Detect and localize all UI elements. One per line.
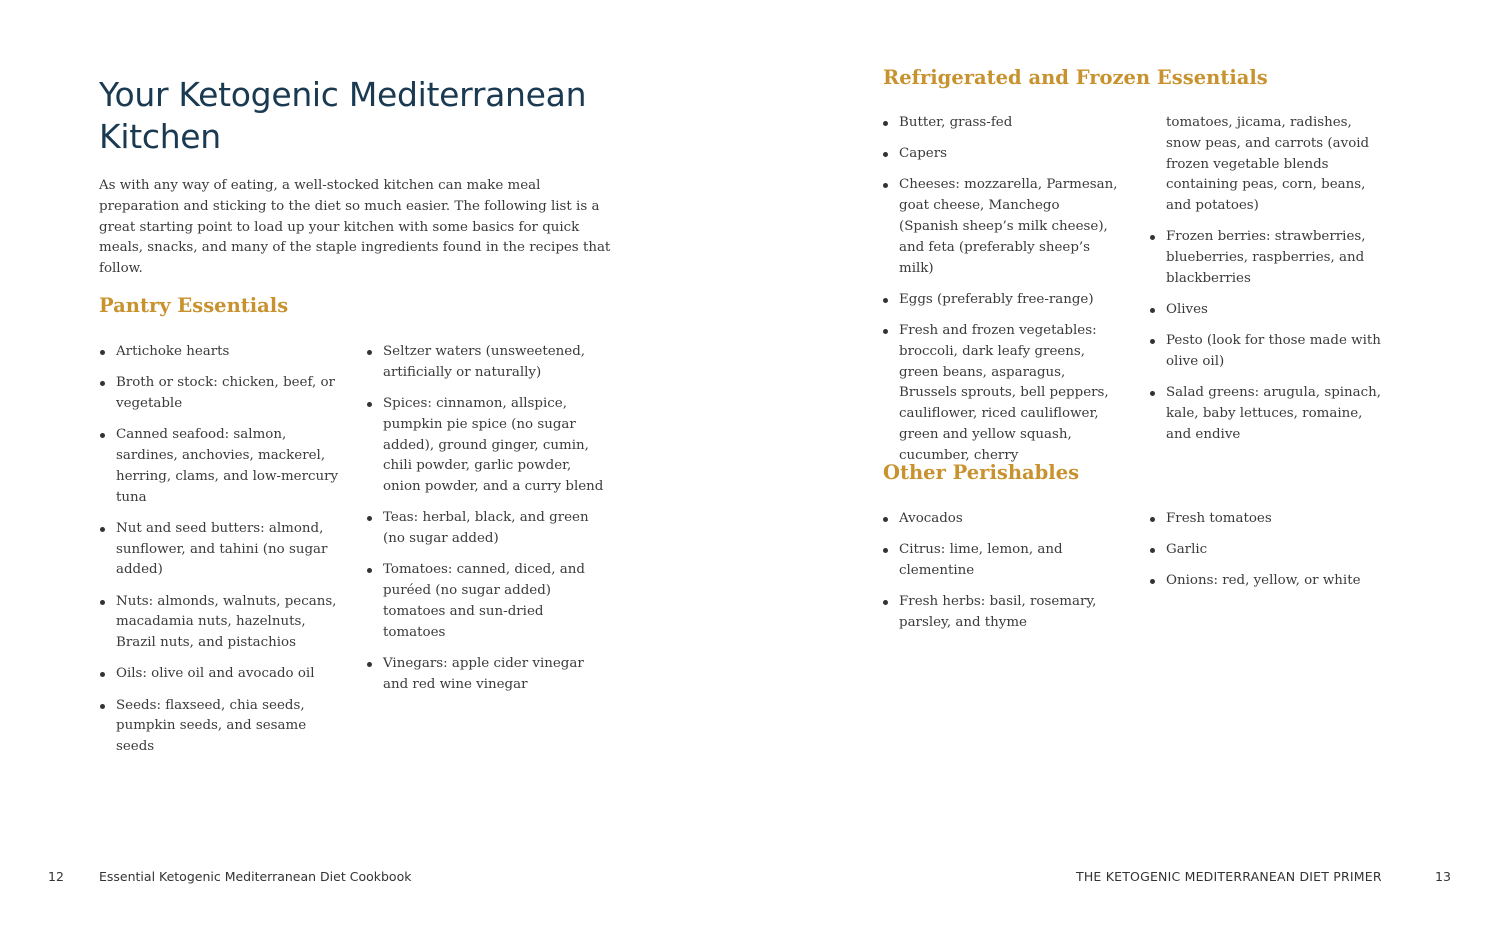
list-item: Canned seafood: salmon, sardines, anchovies, mackerel, herring, clams, and low-mercury tuna <box>99 425 339 508</box>
list-item: Artichoke hearts <box>99 342 339 363</box>
left-running-footer: Essential Ketogenic Mediterranean Diet Cookbook <box>99 869 412 884</box>
refrigerated-heading: Refrigerated and Frozen Essentials <box>883 66 1268 89</box>
list-item: Broth or stock: chicken, beef, or vegetable <box>99 373 339 415</box>
list-item: Cheeses: mozzarella, Parmesan, goat cheese, Manchego (Spanish sheep’s milk cheese), and feta (preferably sheep’s milk) <box>882 175 1122 279</box>
perishables-heading: Other Perishables <box>883 461 1080 484</box>
list-item: Seltzer waters (unsweetened, artificially or naturally) <box>366 342 606 384</box>
list-item: Capers <box>882 144 1122 165</box>
perishables-list-col2 <box>1149 509 1389 603</box>
refrigerated-list-col2 <box>1149 113 1389 456</box>
list-item: Frozen berries: strawberries, blueberries, raspberries, and blackberries <box>1149 227 1389 289</box>
list-item: Pesto (look for those made with olive oil) <box>1149 331 1389 373</box>
list-item: Citrus: lime, lemon, and clementine <box>882 540 1122 582</box>
list-item: Tomatoes: canned, diced, and puréed (no sugar added) tomatoes and sun-dried tomatoes <box>366 560 606 643</box>
intro-paragraph: As with any way of eating, a well-stocked kitchen can make meal preparation and sticking to the diet so much easier. The following list is a great starting point to load up your kitchen with some basics for quick meals, snacks, and many of the staple ingredients found in the recipes that follow. <box>99 178 611 277</box>
list-item: Oils: olive oil and avocado oil <box>99 664 339 685</box>
perishables-list-col1 <box>882 509 1122 644</box>
pantry-list-col2 <box>366 342 606 706</box>
list-item-continuation: tomatoes, jicama, radishes, snow peas, and carrots (avoid frozen vegetable blends containing peas, corn, beans, and potatoes) <box>1166 115 1370 214</box>
list-item: Olives <box>1149 300 1389 321</box>
right-running-footer: THE KETOGENIC MEDITERRANEAN DIET PRIMER <box>1076 869 1382 884</box>
pantry-list-col1 <box>99 342 339 768</box>
list-item: Fresh herbs: basil, rosemary, parsley, and thyme <box>882 592 1122 634</box>
list-item: Fresh and frozen vegetables: broccoli, dark leafy greens, green beans, asparagus, Brussels sprouts, bell peppers, cauliflower, riced cauliflower, green and yellow squash, cucumber, cherry <box>882 321 1122 467</box>
list-item: Nuts: almonds, walnuts, pecans, macadamia nuts, hazelnuts, Brazil nuts, and pistachios <box>99 592 339 654</box>
list-item: Spices: cinnamon, allspice, pumpkin pie spice (no sugar added), ground ginger, cumin, chili powder, garlic powder, onion powder, and a curry blend <box>366 394 606 498</box>
list-item: Teas: herbal, black, and green (no sugar added) <box>366 508 606 550</box>
list-item: Onions: red, yellow, or white <box>1149 571 1389 592</box>
list-item: Garlic <box>1149 540 1389 561</box>
list-item: Seeds: flaxseed, chia seeds, pumpkin seeds, and sesame seeds <box>99 696 339 758</box>
pantry-heading: Pantry Essentials <box>99 294 289 317</box>
refrigerated-list-col1 <box>882 113 1122 477</box>
right-page-number: 13 <box>1435 869 1451 884</box>
left-page-number: 12 <box>48 869 64 884</box>
list-item: Butter, grass-fed <box>882 113 1122 134</box>
list-item: Vinegars: apple cider vinegar and red wine vinegar <box>366 654 606 696</box>
list-item: Nut and seed butters: almond, sunflower, and tahini (no sugar added) <box>99 519 339 581</box>
list-item: Fresh tomatoes <box>1149 509 1389 530</box>
list-item: Avocados <box>882 509 1122 530</box>
list-item: Eggs (preferably free-range) <box>882 290 1122 311</box>
page-title: Your Ketogenic Mediterranean Kitchen <box>99 75 587 156</box>
list-item: Salad greens: arugula, spinach, kale, baby lettuces, romaine, and endive <box>1149 383 1389 445</box>
